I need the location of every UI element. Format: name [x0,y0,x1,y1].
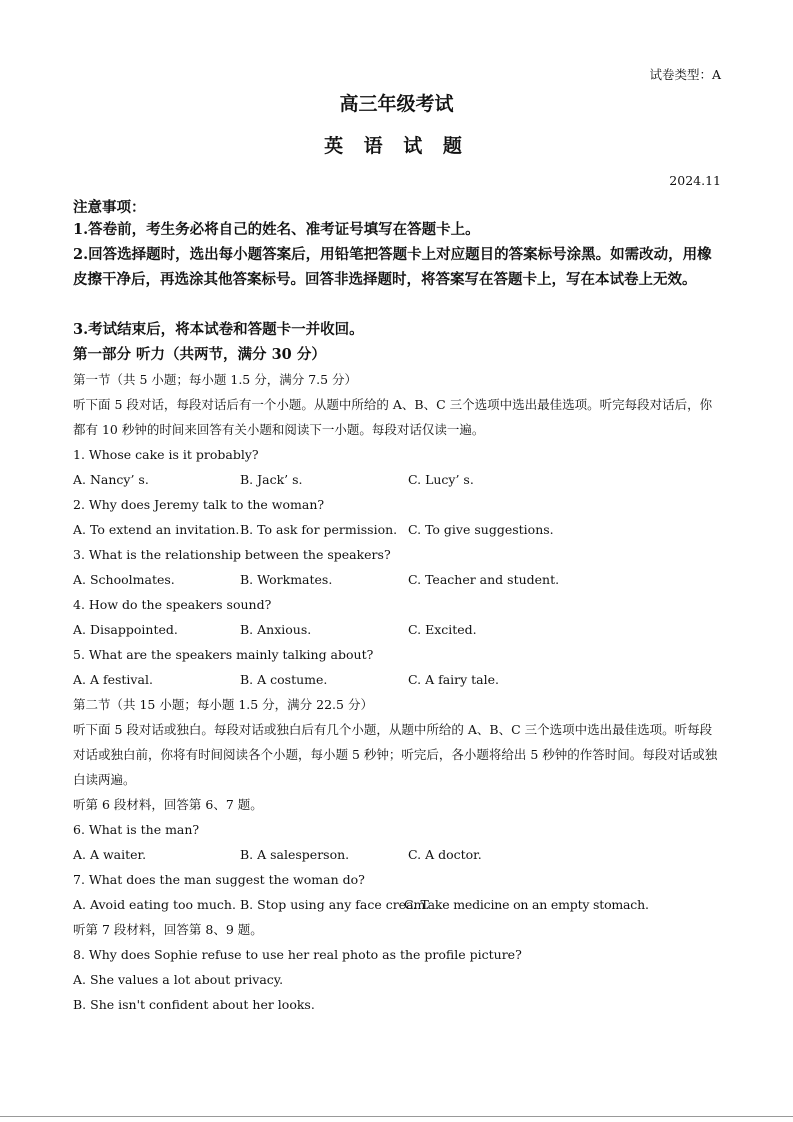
option-c: C. Take medicine on an empty stomach. [404,897,649,912]
question-stem: 2. Why does Jeremy talk to the woman? [73,497,325,512]
question-stem: 3. What is the relationship between the speakers? [73,547,391,562]
section2-heading: 第二节（共 15 小题；每小题 1.5 分，满分 22.5 分） [73,697,373,712]
section2-instructions: 听下面 5 段对话或独白。每段对话或独白后有几个小题，从题中所给的 A、B、C 三个选项中选出最佳选项。听每段对话或独白前，你将有时间阅读各个小题，每小题 5 秒钟；听完后，各小题将给出 5 秒钟的作答时间。每段对话或独白读两遍。 [73,722,718,787]
option-c: C. Lucy’ s. [408,472,474,487]
option-b: B. To ask for permission. [240,522,398,537]
part1-heading: 第一部分 听力（共两节，满分 30 分） [73,346,326,363]
exam-date: 2024.11 [669,173,721,188]
option-b: B. Workmates. [240,572,333,587]
option-b: B. Jack’ s. [240,472,303,487]
option-c: C. A doctor. [408,847,482,862]
option-a: A. She values a lot about privacy. [73,972,284,987]
option-a: A. To extend an invitation. [73,522,240,537]
exam-title: 高三年级考试 [339,93,454,115]
exam-subject-title: 英 语 试 题 [324,135,469,157]
option-b: B. A costume. [240,672,328,687]
section1-instructions: 听下面 5 段对话，每段对话后有一个小题。从题中所给的 A、B、C 三个选项中选出最佳选项。听完每段对话后，你都有 10 秒钟的时间来回答有关小题和阅读下一小题。每段对话仅读一遍。 [73,397,713,437]
material-7-note: 听第 7 段材料，回答第 8、9 题。 [73,922,263,937]
option-b: B. Stop using any face cream. [240,897,430,912]
section1-heading: 第一节（共 5 小题；每小题 1.5 分，满分 7.5 分） [73,372,358,387]
question-stem: 5. What are the speakers mainly talking about? [73,647,374,662]
paper-type-label: 试卷类型：A [649,67,721,82]
question-stem: 7. What does the man suggest the woman do? [73,872,365,887]
option-a: A. A festival. [73,672,153,687]
option-a: A. Avoid eating too much. [73,897,236,912]
page-bottom-divider [0,1116,793,1117]
notice-heading: 注意事项： [73,199,146,216]
notice-item-1: 1.答卷前，考生务必将自己的姓名、准考证号填写在答题卡上。 [73,221,480,238]
option-c: C. Teacher and student. [408,572,560,587]
option-a: A. A waiter. [73,847,147,862]
question-stem: 6. What is the man? [73,822,200,837]
option-b: B. She isn't confident about her looks. [73,997,315,1012]
notice-item-2: 2.回答选择题时，选出每小题答案后，用铅笔把答题卡上对应题目的答案标号涂黑。如需改动，用橡皮擦干净后，再选涂其他答案标号。回答非选择题时，将答案写在答题卡上，写在本试卷上无效。 [73,246,712,288]
option-c: C. To give suggestions. [408,522,554,537]
question-stem: 8. Why does Sophie refuse to use her real photo as the profile picture? [73,947,522,962]
option-a: A. Schoolmates. [73,572,175,587]
option-a: A. Nancy’ s. [73,472,149,487]
option-a: A. Disappointed. [73,622,178,637]
option-c: C. A fairy tale. [408,672,499,687]
notice-item-3: 3.考试结束后，将本试卷和答题卡一并收回。 [73,321,364,338]
material-6-note: 听第 6 段材料，回答第 6、7 题。 [73,797,263,812]
question-stem: 1. Whose cake is it probably? [73,447,259,462]
option-b: B. Anxious. [240,622,312,637]
option-b: B. A salesperson. [240,847,350,862]
question-stem: 4. How do the speakers sound? [73,597,272,612]
option-c: C. Excited. [408,622,477,637]
